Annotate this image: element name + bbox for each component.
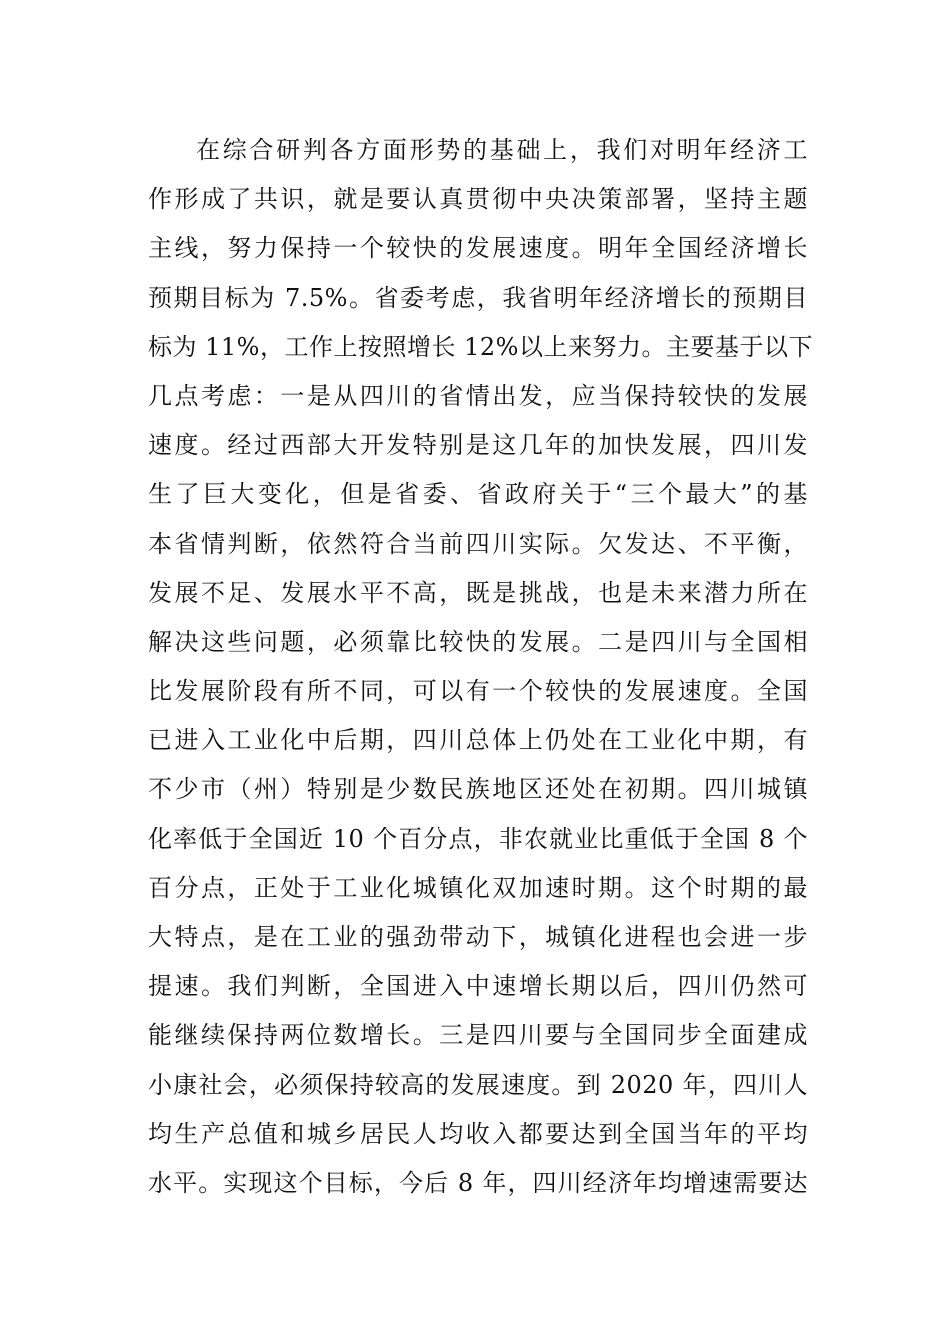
text-line: 小康社会，必须保持较高的发展速度。到 2020 年，四川人 bbox=[148, 1070, 808, 1099]
text-line: 在综合研判各方面形势的基础上，我们对明年经济工 bbox=[196, 136, 808, 164]
text-line: 提速。我们判断，全国进入中速增长期以后，四川仍然可 bbox=[148, 972, 808, 1001]
text-line: 比发展阶段有所不同，可以有一个较快的发展速度。全国 bbox=[148, 677, 808, 706]
text-line: 几点考虑：一是从四川的省情出发，应当保持较快的发展 bbox=[148, 381, 808, 410]
text-line: 速度。经过西部大开发特别是这几年的加快发展，四川发 bbox=[148, 431, 808, 460]
text-line: 生了巨大变化，但是省委、省政府关于“三个最大”的基 bbox=[148, 480, 808, 509]
text-line: 化率低于全国近 10 个百分点，非农就业比重低于全国 8 个 bbox=[148, 824, 808, 853]
text-line: 本省情判断，依然符合当前四川实际。欠发达、不平衡， bbox=[148, 529, 808, 558]
text-line: 发展不足、发展水平不高，既是挑战，也是未来潜力所在 bbox=[148, 578, 808, 607]
text-line: 已进入工业化中后期，四川总体上仍处在工业化中期，有 bbox=[148, 726, 808, 755]
text-line: 能继续保持两位数增长。三是四川要与全国同步全面建成 bbox=[148, 1021, 808, 1050]
text-line: 水平。实现这个目标，今后 8 年，四川经济年均增速需要达 bbox=[148, 1168, 808, 1197]
text-line: 作形成了共识，就是要认真贯彻中央决策部署，坚持主题 bbox=[148, 185, 808, 214]
body-paragraph bbox=[148, 126, 813, 1208]
text-line: 主线，努力保持一个较快的发展速度。明年全国经济增长 bbox=[148, 234, 808, 263]
text-line: 均生产总值和城乡居民人均收入都要达到全国当年的平均 bbox=[148, 1119, 808, 1148]
text-line: 百分点，正处于工业化城镇化双加速时期。这个时期的最 bbox=[148, 873, 808, 902]
text-line: 大特点，是在工业的强劲带动下，城镇化进程也会进一步 bbox=[148, 923, 808, 951]
text-line: 预期目标为 7.5%。省委考虑，我省明年经济增长的预期目 bbox=[148, 283, 808, 312]
text-line: 解决这些问题，必须靠比较快的发展。二是四川与全国相 bbox=[148, 627, 808, 656]
text-line: 不少市（州）特别是少数民族地区还处在初期。四川城镇 bbox=[148, 775, 808, 804]
text-line: 标为 11%，工作上按照增长 12%以上来努力。主要基于以下 bbox=[148, 332, 813, 361]
